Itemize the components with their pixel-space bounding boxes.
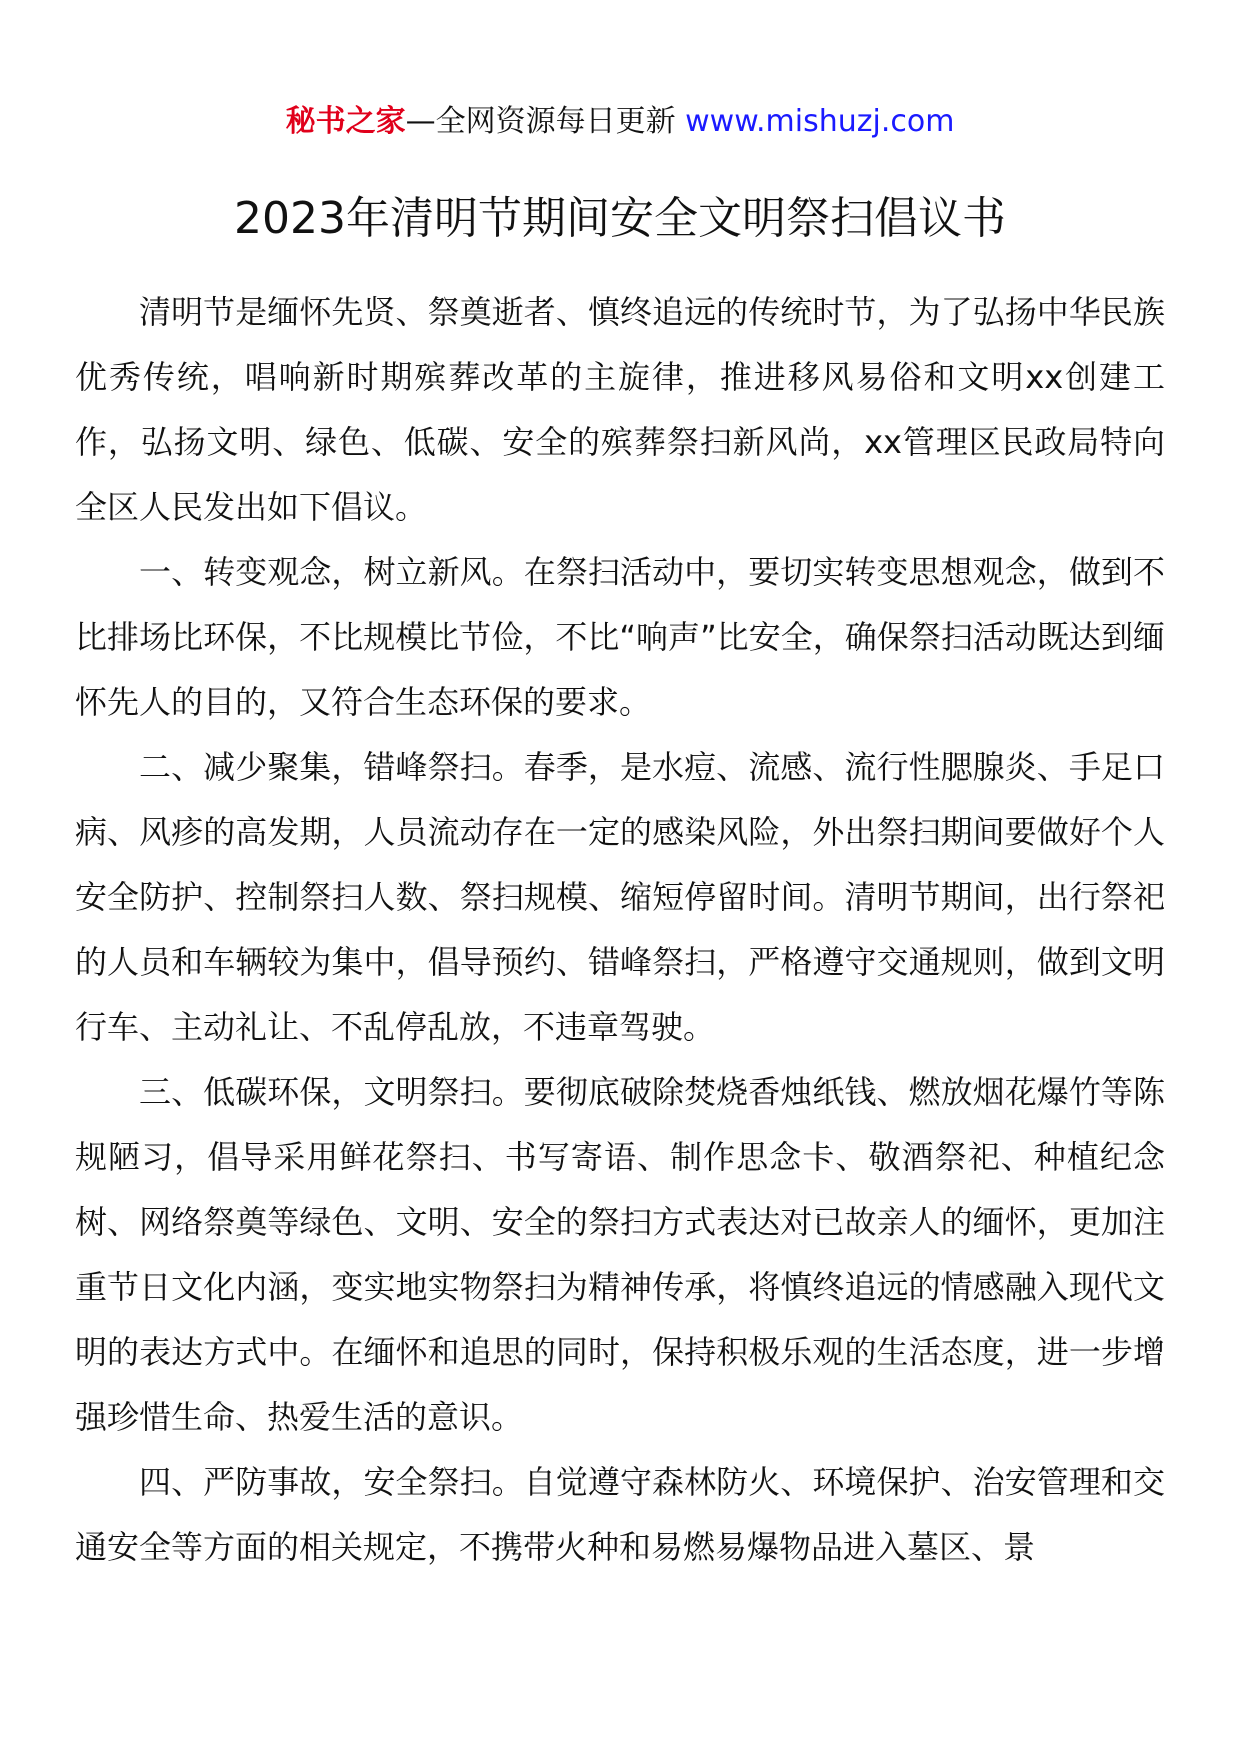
page-title: 2023年清明节期间安全文明祭扫倡议书 [234, 193, 1006, 244]
brand-name: 秘书之家 [285, 104, 406, 139]
paragraph-point-4: 四、严防事故，安全祭扫。自觉遵守森林防火、环境保护、治安管理和交通安全等方面的相关规定，不携带火种和易燃易爆物品进入墓区、景 [75, 1463, 1165, 1566]
site-link[interactable]: www.mishuzj.com [685, 104, 955, 139]
site-banner [0, 100, 1240, 144]
paragraph-point-1: 一、转变观念，树立新风。在祭扫活动中，要切实转变思想观念，做到不比排场比环保，不比规模比节俭，不比“响声”比安全，确保祭扫活动既达到缅怀先人的目的，又符合生态环保的要求。 [75, 553, 1165, 721]
banner-tagline: —全网资源每日更新 [405, 104, 676, 139]
paragraph-point-2: 二、减少聚集，错峰祭扫。春季，是水痘、流感、流行性腮腺炎、手足口病、风疹的高发期，人员流动存在一定的感染风险，外出祭扫期间要做好个人安全防护、控制祭扫人数、祭扫规模、缩短停留时间。清明节期间，出行祭祀的人员和车辆较为集中，倡导预约、错峰祭扫，严格遵守交通规则，做到文明行车、主动礼让、不乱停乱放，不违章驾驶。 [75, 748, 1165, 1046]
paragraph-point-3: 三、低碳环保，文明祭扫。要彻底破除焚烧香烛纸钱、燃放烟花爆竹等陈规陋习，倡导采用鲜花祭扫、书写寄语、制作思念卡、敬酒祭祀、种植纪念树、网络祭奠等绿色、文明、安全的祭扫方式表达对已故亲人的缅怀，更加注重节日文化内涵，变实地实物祭扫为精神传承，将慎终追远的情感融入现代文明的表达方式中。在缅怀和追思的同时，保持积极乐观的生活态度，进一步增强珍惜生命、热爱生活的意识。 [75, 1073, 1165, 1436]
document-body [75, 280, 1165, 1580]
paragraph-intro: 清明节是缅怀先贤、祭奠逝者、慎终追远的传统时节，为了弘扬中华民族优秀传统，唱响新时期殡葬改革的主旋律，推进移风易俗和文明xx创建工作，弘扬文明、绿色、低碳、安全的殡葬祭扫新风尚，xx管理区民政局特向全区人民发出如下倡议。 [75, 293, 1165, 526]
